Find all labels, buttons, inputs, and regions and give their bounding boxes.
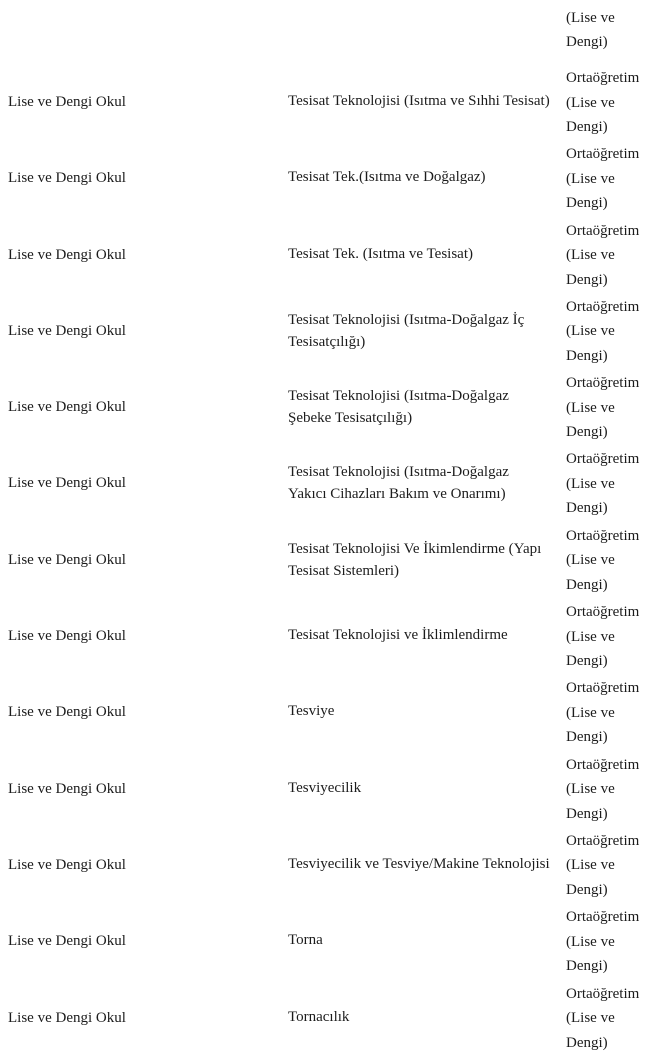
level-line: Dengi) xyxy=(566,958,608,975)
level-line: Dengi) xyxy=(566,576,608,593)
level-line: Dengi) xyxy=(566,1034,608,1051)
school-type-cell: Lise ve Dengi Okul xyxy=(8,933,126,950)
level-line: Ortaöğretim xyxy=(566,222,640,239)
school-type-cell: Lise ve Dengi Okul xyxy=(8,1009,126,1026)
education-level-cell xyxy=(566,219,650,293)
school-type-cell: Lise ve Dengi Okul xyxy=(8,399,126,416)
program-name-cell: Tesviye xyxy=(288,703,335,720)
school-type-cell: Lise ve Dengi Okul xyxy=(8,322,126,339)
table-row xyxy=(0,64,650,140)
school-type-cell: Lise ve Dengi Okul xyxy=(8,628,126,645)
level-line: Ortaöğretim xyxy=(566,527,640,544)
level-line: (Lise ve xyxy=(566,628,615,645)
level-line: (Lise ve xyxy=(566,399,615,416)
education-level-cell xyxy=(566,371,650,445)
program-name-cell: Tesisat Teknolojisi ve İklimlendirme xyxy=(288,627,508,644)
school-type-cell: Lise ve Dengi Okul xyxy=(8,780,126,797)
level-line: (Lise ve xyxy=(566,475,615,492)
level-line: Ortaöğretim xyxy=(566,680,640,697)
level-line: (Lise ve xyxy=(566,170,615,187)
program-name-cell: Tesisat Teknolojisi (Isıtma-Doğalgaz Şebeke Tesisatçılığı) xyxy=(288,388,509,427)
level-line: Ortaöğretim xyxy=(566,298,640,315)
table-row xyxy=(0,598,650,674)
program-name-cell: Tesisat Teknolojisi (Isıtma-Doğalgaz Yakıcı Cihazları Bakım ve Onarımı) xyxy=(288,464,509,503)
level-line: (Lise ve xyxy=(566,857,615,874)
level-line: Dengi) xyxy=(566,195,608,212)
level-line: Ortaöğretim xyxy=(566,604,640,621)
level-line: Dengi) xyxy=(566,424,608,441)
table-row xyxy=(0,445,650,521)
table-row xyxy=(0,751,650,827)
level-line: Ortaöğretim xyxy=(566,451,640,468)
level-line: Dengi) xyxy=(566,119,608,135)
table-row xyxy=(0,827,650,903)
continued-level-cell xyxy=(566,6,650,54)
school-type-cell: Lise ve Dengi Okul xyxy=(8,551,126,568)
table-row xyxy=(0,140,650,216)
education-level-cell xyxy=(566,676,650,750)
education-level-cell xyxy=(566,295,650,369)
level-line: (Lise ve xyxy=(566,10,615,26)
table-row xyxy=(0,980,650,1056)
level-line: (Lise ve xyxy=(566,552,615,569)
school-type-cell: Lise ve Dengi Okul xyxy=(8,475,126,492)
education-level-cell xyxy=(566,905,650,979)
level-line: Dengi) xyxy=(566,881,608,898)
level-line: (Lise ve xyxy=(566,247,615,264)
program-name-cell: Tesisat Teknolojisi Ve İkimlendirme (Yapı Tesisat Sistemleri) xyxy=(288,540,542,579)
school-type-cell: Lise ve Dengi Okul xyxy=(8,170,126,187)
program-name-cell: Tesisat Teknolojisi (Isıtma-Doğalgaz İç Tesisatçılığı) xyxy=(288,311,525,350)
level-line: Ortaöğretim xyxy=(566,832,640,849)
level-line: (Lise ve xyxy=(566,1010,615,1027)
table-row xyxy=(0,674,650,750)
program-name-cell: Tornacılık xyxy=(288,1008,350,1025)
table-row xyxy=(0,293,650,369)
education-level-cell xyxy=(566,982,650,1056)
program-name-cell: Tesisat Tek. (Isıtma ve Tesisat) xyxy=(288,245,474,262)
table-row xyxy=(0,903,650,979)
level-line: Ortaöğretim xyxy=(566,146,640,163)
level-line: Dengi) xyxy=(566,271,608,288)
table-row xyxy=(0,369,650,445)
school-type-cell: Lise ve Dengi Okul xyxy=(8,94,126,110)
education-level-cell xyxy=(566,447,650,521)
school-type-cell: Lise ve Dengi Okul xyxy=(8,856,126,873)
education-level-cell xyxy=(566,66,650,140)
level-line: Dengi) xyxy=(566,805,608,822)
level-line: (Lise ve xyxy=(566,323,615,340)
program-name-cell: Tesisat Teknolojisi (Isıtma ve Sıhhi Tesisat) xyxy=(288,93,550,109)
level-line: (Lise ve xyxy=(566,704,615,721)
level-line: (Lise ve xyxy=(566,933,615,950)
level-line: (Lise ve xyxy=(566,781,615,798)
level-line: Ortaöğretim xyxy=(566,756,640,773)
education-level-cell xyxy=(566,524,650,598)
education-level-cell xyxy=(566,753,650,827)
level-line: Dengi) xyxy=(566,653,608,670)
program-table xyxy=(0,64,650,1056)
level-line: Dengi) xyxy=(566,347,608,364)
table-row xyxy=(0,217,650,293)
school-type-cell: Lise ve Dengi Okul xyxy=(8,246,126,263)
program-name-cell: Tesviyecilik xyxy=(288,779,362,796)
level-line: Dengi) xyxy=(566,729,608,746)
education-level-cell xyxy=(566,600,650,674)
level-line: Ortaöğretim xyxy=(566,985,640,1002)
level-line: (Lise ve xyxy=(566,94,615,111)
program-name-cell: Tesviyecilik ve Tesviye/Makine Teknolojisi xyxy=(288,855,550,872)
level-line: Dengi) xyxy=(566,500,608,517)
school-type-cell: Lise ve Dengi Okul xyxy=(8,704,126,721)
level-line: Ortaöğretim xyxy=(566,70,640,86)
education-level-cell xyxy=(566,142,650,216)
level-line: Ortaöğretim xyxy=(566,375,640,392)
education-level-cell xyxy=(566,829,650,903)
level-line: Ortaöğretim xyxy=(566,909,640,926)
table-row xyxy=(0,522,650,598)
program-name-cell: Tesisat Tek.(Isıtma ve Doğalgaz) xyxy=(288,169,486,186)
program-name-cell: Torna xyxy=(288,932,323,949)
level-line: Dengi) xyxy=(566,34,608,50)
